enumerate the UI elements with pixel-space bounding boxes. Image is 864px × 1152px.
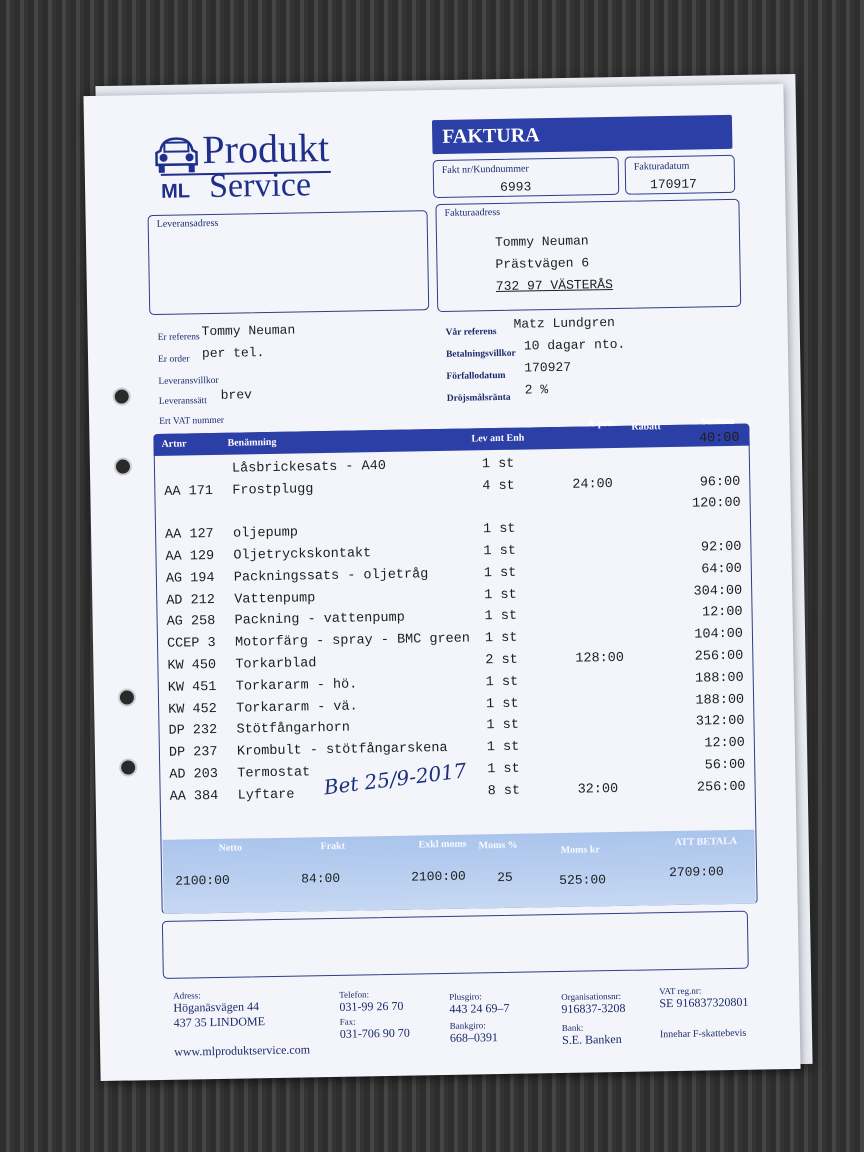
cell-summa: 92:00 xyxy=(700,539,742,556)
netto-value: 2100:00 xyxy=(175,872,230,889)
exkl-moms-label: Exkl moms xyxy=(418,838,467,851)
meta-value: brev xyxy=(220,387,253,403)
moms-kr-value: 525:00 xyxy=(559,872,607,888)
invoice-date: 170917 xyxy=(649,176,698,193)
cell-artnr: KW 450 xyxy=(167,657,217,674)
meta-left xyxy=(157,322,429,431)
fax-label: Fax: xyxy=(339,1016,356,1027)
cell-artnr: AD 203 xyxy=(169,766,219,783)
cell-name: Packningssats - oljetråg xyxy=(233,567,429,586)
fax-value: 031-706 90 70 xyxy=(339,1025,410,1041)
cell-artnr: AD 212 xyxy=(166,592,216,609)
billing-street: Prästvägen 6 xyxy=(495,255,590,273)
cell-qty: 4 st xyxy=(482,478,515,494)
meta-label: Förfallodatum xyxy=(446,370,506,382)
handwritten-payment-note: Bet 25/9-2017 xyxy=(322,758,468,800)
cell-artnr: AA 129 xyxy=(165,548,215,565)
footer-giro xyxy=(449,991,510,1046)
cell-qty: 1 st xyxy=(484,609,518,625)
cell-qty: 1 st xyxy=(483,543,517,560)
website-link[interactable]: www.mlproduktservice.com xyxy=(174,1042,311,1059)
vat-label: VAT reg.nr: xyxy=(659,985,702,997)
cell-qty: 1 st xyxy=(485,674,519,691)
meta-value: per tel. xyxy=(201,345,265,362)
invoice-number-label: Fakt nr/Kundnummer xyxy=(441,163,529,176)
moms-kr-label: Moms kr xyxy=(560,844,600,856)
col-lev: Lev ant Enh xyxy=(471,432,525,445)
meta-label: Er order xyxy=(157,354,190,365)
bankgiro-label: Bankgiro: xyxy=(449,1020,486,1031)
cell-artnr: AG 194 xyxy=(165,570,215,587)
meta-label: Leveransvillkor xyxy=(158,375,219,387)
cell-summa: 40:00 xyxy=(698,430,740,447)
cell-qty: 1 st xyxy=(484,630,518,647)
netto-label: Netto xyxy=(218,842,243,854)
f-tax-note: Innehar F-skattebevis xyxy=(659,1027,747,1041)
footer-address xyxy=(173,988,310,1059)
cell-artnr: AA 171 xyxy=(164,483,214,500)
footer-phone xyxy=(339,989,410,1042)
cell-artnr: KW 451 xyxy=(167,679,217,696)
meta-value: Tommy Neuman xyxy=(201,322,296,340)
cell-summa: 304:00 xyxy=(693,583,743,600)
cell-artnr: AA 127 xyxy=(165,527,214,544)
cell-artnr: CCEP 3 xyxy=(166,636,216,652)
bank-label: Bank: xyxy=(561,1022,584,1033)
delivery-address-box xyxy=(148,210,430,315)
cell-summa: 64:00 xyxy=(701,561,742,578)
plusgiro-value: 443 24 69–7 xyxy=(449,1000,510,1016)
cell-summa: 96:00 xyxy=(699,474,741,491)
invoice-date-label: Fakturadatum xyxy=(633,160,690,173)
meta-label: Leveranssätt xyxy=(158,396,207,407)
cell-name: Torkararm - hö. xyxy=(235,677,358,695)
cell-name: Motorfärg - spray - BMC green xyxy=(234,631,471,651)
cell-artnr: DP 237 xyxy=(168,745,218,761)
meta-value: 10 dagar nto. xyxy=(523,336,626,354)
meta-value: 170927 xyxy=(524,359,572,376)
address-street: Höganäsvägen 44 xyxy=(173,999,260,1015)
cell-qty: 1 st xyxy=(482,521,516,538)
meta-value: Matz Lundgren xyxy=(513,314,616,332)
document-title: FAKTURA xyxy=(432,115,733,154)
moms-pct-value: 25 xyxy=(497,869,513,886)
meta-label: Ert VAT nummer xyxy=(159,415,225,427)
cell-artnr: KW 452 xyxy=(168,701,217,718)
phone-value: 031-99 26 70 xyxy=(339,998,404,1014)
cell-name: Packning - vattenpump xyxy=(234,611,405,630)
logo-ml: ML xyxy=(160,180,191,203)
bankgiro-value: 668–0391 xyxy=(449,1030,499,1045)
cell-summa: 56:00 xyxy=(704,757,746,774)
col-benamning: Benämning xyxy=(227,436,277,449)
logo-word-service: Service xyxy=(208,166,312,206)
cell-apris: 128:00 xyxy=(575,650,625,667)
cell-name: Frostplugg xyxy=(232,481,314,499)
cell-qty: 1 st xyxy=(481,456,515,473)
cell-artnr: DP 232 xyxy=(168,723,218,740)
cell-summa: 312:00 xyxy=(695,714,745,730)
vat-value: SE 916837320801 xyxy=(659,994,749,1011)
invoice-number: 6993 xyxy=(499,179,532,195)
punch-hole xyxy=(119,758,137,776)
cell-qty: 1 st xyxy=(486,696,519,712)
frakt-value: 84:00 xyxy=(301,870,341,887)
cell-summa: 256:00 xyxy=(694,648,744,665)
cell-apris: 24:00 xyxy=(572,476,613,493)
meta-right xyxy=(445,314,746,410)
cell-qty: 2 st xyxy=(485,652,518,669)
meta-label: Vår referens xyxy=(445,327,497,338)
punch-hole xyxy=(114,457,132,475)
cell-summa: 12:00 xyxy=(701,605,743,621)
billing-address-label: Fakturaadress xyxy=(444,206,501,219)
moms-pct-label: Moms % xyxy=(478,839,518,852)
cell-qty: 1 st xyxy=(487,761,520,778)
cell-name: oljepump xyxy=(232,525,299,542)
meta-label: Er referens xyxy=(157,332,200,343)
cell-artnr: AA 384 xyxy=(169,788,219,805)
cell-name: Låsbrickesats - A40 xyxy=(231,458,387,477)
punch-hole xyxy=(113,387,131,405)
att-betala-label: ATT BETALA xyxy=(674,835,738,848)
billing-city: 732 97 VÄSTERÅS xyxy=(495,276,613,295)
cell-summa: 120:00 xyxy=(691,496,741,513)
address-city: 437 35 LINDOME xyxy=(173,1014,266,1030)
col-apris: À-pris xyxy=(587,417,615,430)
frakt-label: Frakt xyxy=(320,840,346,853)
cell-summa: 188:00 xyxy=(695,692,745,709)
plusgiro-label: Plusgiro: xyxy=(449,991,482,1002)
meta-row xyxy=(447,383,747,410)
col-rabatt: Rabatt xyxy=(631,421,661,433)
logo-word-produkt: Produkt xyxy=(202,124,330,173)
billing-address-box xyxy=(435,199,741,312)
address-label: Adress: xyxy=(173,990,201,1001)
billing-address xyxy=(495,230,613,298)
footer-org xyxy=(561,991,626,1048)
org-value: 916837-3208 xyxy=(561,1000,626,1016)
cell-name: Stötfångarhorn xyxy=(236,721,351,738)
org-label: Organisationsnr: xyxy=(561,990,622,1002)
totals-bar xyxy=(162,830,755,914)
car-icon xyxy=(152,134,201,175)
cell-qty: 1 st xyxy=(483,565,517,582)
cell-name: Termostat xyxy=(237,765,311,782)
exkl-moms-value: 2100:00 xyxy=(411,868,466,885)
invoice-number-box xyxy=(433,157,620,198)
cell-name: Torkararm - vä. xyxy=(236,699,358,717)
invoice-paper xyxy=(80,84,800,1081)
cell-qty: 1 st xyxy=(486,718,520,734)
cell-summa: 12:00 xyxy=(704,735,745,752)
cell-name: Vattenpump xyxy=(234,590,316,608)
footer-vat xyxy=(659,985,749,1041)
meta-label: Dröjsmålsränta xyxy=(446,392,511,404)
phone-label: Telefon: xyxy=(339,989,370,1000)
cell-summa: 104:00 xyxy=(694,626,744,643)
bank-value: S.E. Banken xyxy=(561,1031,622,1047)
col-summa: Summa xyxy=(701,415,735,428)
meta-label: Betalningsvillkor xyxy=(445,348,516,360)
att-betala-value: 2709:00 xyxy=(668,864,724,881)
cell-name: Lyftare xyxy=(237,787,295,804)
cell-name: Oljetryckskontakt xyxy=(233,546,372,564)
cell-apris: 32:00 xyxy=(577,781,619,798)
punch-hole xyxy=(118,688,136,706)
cell-artnr: AG 258 xyxy=(166,614,216,631)
cell-name: Torkarblad xyxy=(235,656,317,673)
cell-qty: 8 st xyxy=(487,783,521,800)
invoice-date-box xyxy=(625,155,736,195)
meta-value: 2 % xyxy=(524,382,549,398)
delivery-address-label: Leveransadress xyxy=(156,217,219,230)
cell-qty: 1 st xyxy=(486,739,520,756)
printer-imprint: Nix Tryckeri, Lindesberg 75104 xyxy=(80,894,89,964)
message-box xyxy=(162,911,749,979)
cell-qty: 1 st xyxy=(484,587,517,603)
cell-summa: 188:00 xyxy=(694,670,744,687)
col-artnr: Artnr xyxy=(161,438,187,450)
meta-row xyxy=(159,406,429,431)
cell-summa: 256:00 xyxy=(696,779,746,796)
billing-name: Tommy Neuman xyxy=(494,233,589,251)
cell-name: Krombult - stötfångarskena xyxy=(236,741,448,760)
